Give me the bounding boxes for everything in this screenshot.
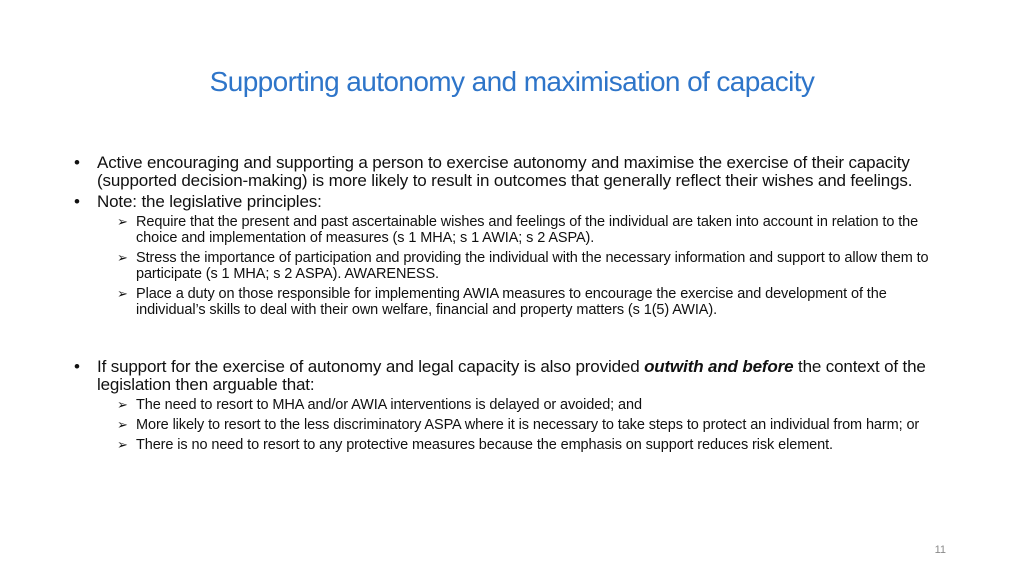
bullet-dot-icon: •	[74, 192, 80, 211]
slide-content	[74, 154, 954, 457]
arrow-bullet-icon: ➢	[117, 250, 128, 265]
sub-bullet-text: More likely to resort to the less discriminatory ASPA where it is necessary to take steps to protect an individual from harm; or	[136, 417, 920, 433]
bullet-dot-icon: •	[74, 357, 80, 376]
bullet-item	[74, 193, 954, 211]
bullet-text: Active encouraging and supporting a person to exercise autonomy and maximise the exercise of their capacity (supported decision-making) is more likely to result in outcomes that generally reflect their wishes and feelings.	[97, 153, 913, 190]
sub-bullet-item	[74, 437, 954, 453]
page-number: 11	[934, 544, 946, 556]
arrow-bullet-icon: ➢	[117, 397, 128, 412]
bullet-item	[74, 154, 954, 190]
sub-bullet-item	[74, 417, 954, 433]
sub-bullet-text: The need to resort to MHA and/or AWIA interventions is delayed or avoided; and	[136, 397, 642, 413]
sub-bullet-item	[74, 214, 954, 246]
bullet-text: Note: the legislative principles:	[97, 192, 322, 211]
bullet-text-part: If support for the exercise of autonomy and legal capacity is also provided	[97, 357, 645, 376]
emphasis-text: outwith and before	[644, 357, 794, 376]
sub-bullet-item	[74, 397, 954, 413]
sub-bullet-item	[74, 250, 954, 282]
sub-bullet-text: There is no need to resort to any protective measures because the emphasis on support reduces risk element.	[136, 437, 833, 453]
bullet-text-part: the context of the legislation then arguable that:	[97, 357, 926, 394]
slide-title: Supporting autonomy and maximisation of capacity	[209, 66, 815, 97]
sub-bullet-text: Require that the present and past ascertainable wishes and feelings of the individual are taken into account in relation to the choice and implementation of measures (s 1 MHA; s 1 AWIA; s 2 ASPA).	[136, 214, 919, 246]
arrow-bullet-icon: ➢	[117, 214, 128, 229]
sub-bullet-item	[74, 286, 954, 318]
sub-bullet-text: Place a duty on those responsible for implementing AWIA measures to encourage the exercise and development of the individual’s skills to deal with their own welfare, financial and property matters (s 1(5) AWIA).	[136, 286, 887, 318]
sub-bullet-text: Stress the importance of participation and providing the individual with the necessary information and support to allow them to participate (s 1 MHA; s 2 ASPA). AWARENESS.	[136, 250, 929, 282]
bullet-text	[97, 357, 926, 394]
arrow-bullet-icon: ➢	[117, 286, 128, 301]
arrow-bullet-icon: ➢	[117, 417, 128, 432]
bullet-item	[74, 358, 954, 394]
spacer	[74, 322, 954, 358]
arrow-bullet-icon: ➢	[117, 437, 128, 452]
bullet-dot-icon: •	[74, 153, 80, 172]
